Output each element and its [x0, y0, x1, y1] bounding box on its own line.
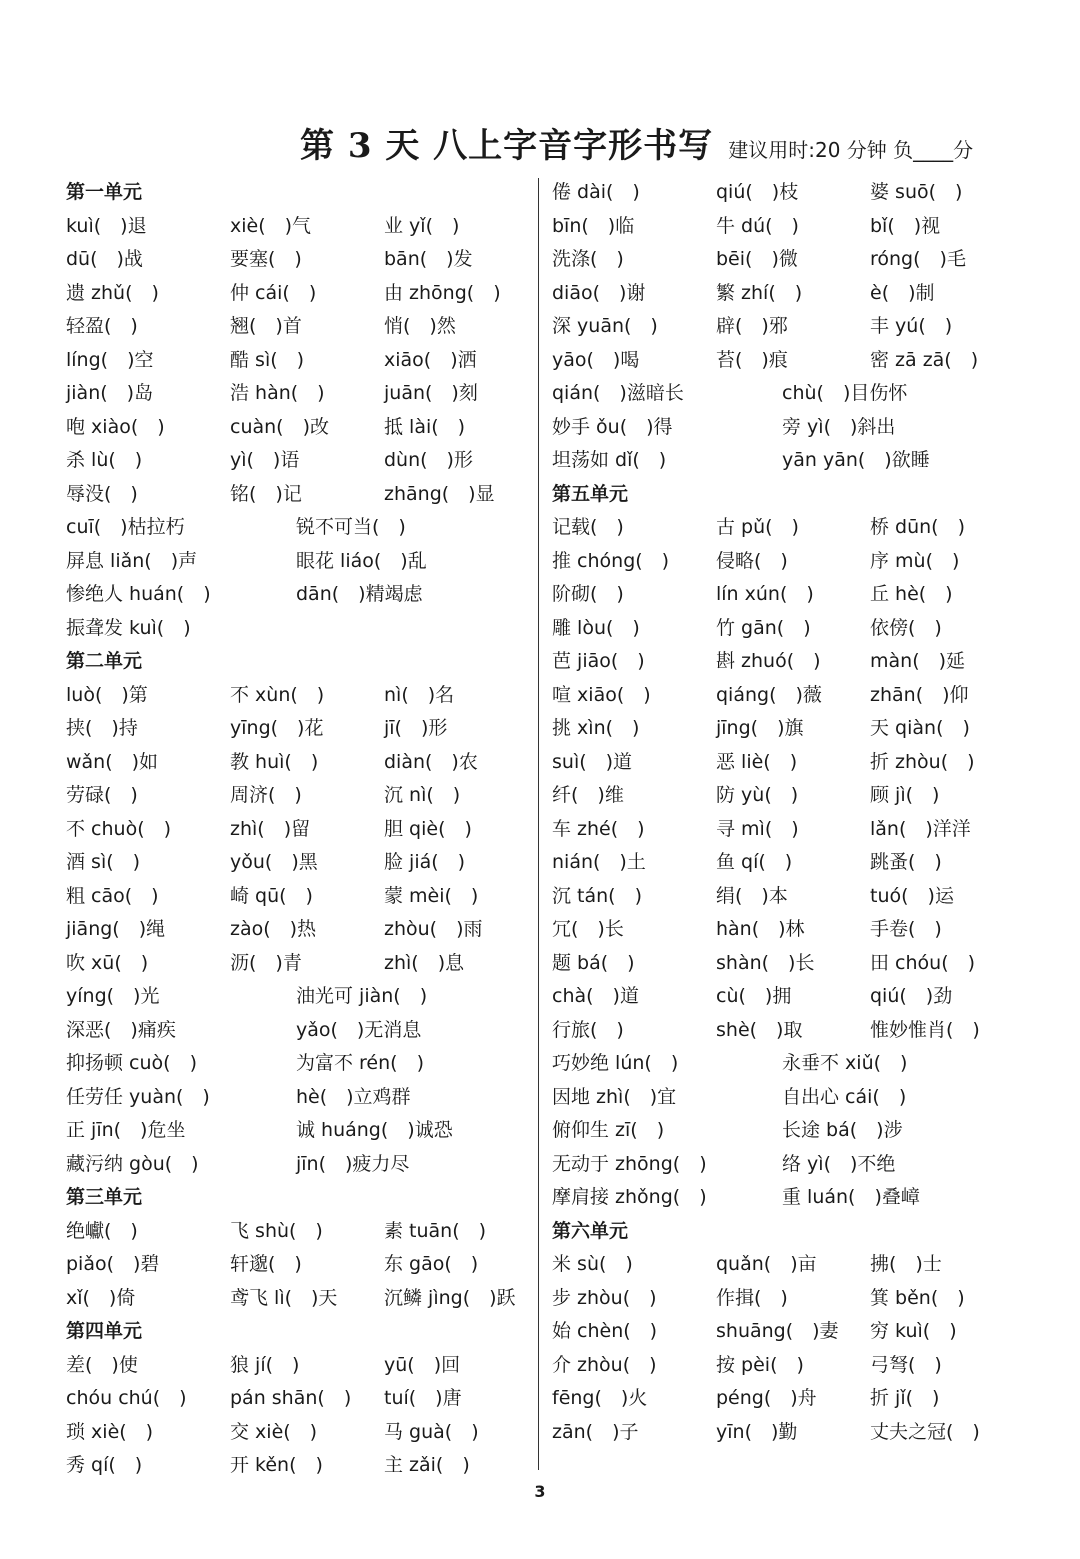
exercise-item: 俯仰生 zī( ) — [552, 1119, 665, 1141]
exercise-row — [66, 344, 528, 378]
exercise-row — [552, 1282, 1032, 1316]
exercise-item: 不 chuò( ) — [66, 817, 172, 840]
exercise-item: 绢( )本 — [716, 884, 788, 907]
exercise-item: 弓弩( ) — [870, 1353, 942, 1376]
exercise-item: 桥 dūn( ) — [870, 516, 966, 538]
exercise-row — [66, 712, 528, 746]
exercise-item: 胆 qiè( ) — [384, 817, 472, 840]
exercise-item: 藏污纳 gòu( ) — [66, 1152, 199, 1175]
page-number: 3 — [534, 1482, 546, 1501]
exercise-item: 手卷( ) — [870, 918, 942, 940]
exercise-item: 正 jīn( )危坐 — [66, 1119, 186, 1141]
exercise-item: 鱼 qí( ) — [716, 851, 793, 873]
exercise-item: 侵略( ) — [716, 549, 788, 572]
exercise-row — [552, 578, 1032, 612]
exercise-item: 牛 dú( ) — [716, 214, 799, 237]
exercise-item: 寻 mì( ) — [716, 817, 799, 840]
exercise-row — [66, 779, 528, 813]
exercise-row — [66, 478, 528, 512]
exercise-item: shè( )取 — [716, 1018, 803, 1041]
exercise-row — [552, 1315, 1032, 1349]
exercise-row — [66, 377, 528, 411]
exercise-item: 秀 qí( ) — [66, 1454, 143, 1476]
exercise-item: yīn( )勤 — [716, 1420, 798, 1443]
exercise-item: 丰 yú( ) — [870, 315, 953, 337]
exercise-item: 粗 cāo( ) — [66, 884, 159, 907]
exercise-item: 依傍( ) — [870, 616, 942, 639]
exercise-item: 推 chóng( ) — [552, 549, 670, 572]
exercise-row — [552, 1416, 1032, 1450]
exercise-item: lǎn( )洋洋 — [870, 817, 971, 840]
exercise-row — [552, 176, 1032, 210]
exercise-item: qiú( )枝 — [716, 181, 799, 203]
exercise-item: 沉 tán( ) — [552, 884, 642, 907]
exercise-item: 跳蚤( ) — [870, 851, 942, 873]
exercise-row — [66, 679, 528, 713]
exercise-item: tuó( )运 — [870, 884, 954, 907]
exercise-item: bān( )发 — [384, 248, 473, 270]
exercise-row — [552, 645, 1032, 679]
exercise-item: diāo( )谢 — [552, 281, 646, 304]
exercise-item: 沥( )青 — [230, 951, 302, 974]
exercise-item: zào( )热 — [230, 918, 317, 940]
exercise-row — [66, 578, 528, 612]
exercise-row — [66, 846, 528, 880]
exercise-item: 冗( )长 — [552, 918, 624, 940]
exercise-row — [66, 880, 528, 914]
exercise-item: 因地 zhì( )宜 — [552, 1085, 677, 1108]
exercise-item: 抑扬顿 cuò( ) — [66, 1052, 197, 1074]
exercise-item: fēng( )火 — [552, 1387, 648, 1409]
exercise-row — [552, 511, 1032, 545]
exercise-item: 田 chóu( ) — [870, 951, 976, 974]
exercise-item: 任劳任 yuàn( ) — [66, 1085, 210, 1108]
exercise-item: pán shān( ) — [230, 1387, 352, 1409]
exercise-item: 恶 liè( ) — [716, 750, 798, 773]
exercise-item: 飞 shù( ) — [230, 1219, 323, 1242]
exercise-row — [66, 411, 528, 445]
exercise-item: 杀 lù( ) — [66, 449, 143, 471]
exercise-item: 要塞( ) — [230, 248, 302, 270]
exercise-row — [552, 947, 1032, 981]
exercise-item: 周济( ) — [230, 784, 302, 806]
exercise-item: péng( )舟 — [716, 1387, 817, 1409]
exercise-item: nián( )土 — [552, 851, 646, 873]
exercise-item: 不 xùn( ) — [230, 683, 325, 706]
exercise-row — [552, 444, 1032, 478]
exercise-row — [552, 779, 1032, 813]
exercise-item: 繁 zhí( ) — [716, 281, 803, 304]
exercise-item: 为富不 rén( ) — [296, 1052, 424, 1074]
exercise-item: cuī( )枯拉朽 — [66, 516, 185, 538]
exercise-item: 婆 suō( ) — [870, 181, 963, 203]
exercise-row — [66, 813, 528, 847]
exercise-item: 沉 nì( ) — [384, 784, 461, 806]
exercise-row — [66, 612, 528, 646]
exercise-row — [66, 1148, 528, 1182]
exercise-item: 惨绝人 huán( ) — [66, 583, 211, 605]
exercise-item: 深 yuān( ) — [552, 315, 658, 337]
exercise-item: 吹 xū( ) — [66, 951, 149, 974]
exercise-item: bǐ( )视 — [870, 214, 941, 237]
exercise-item: 芭 jiāo( ) — [552, 650, 645, 672]
exercise-item: yān yān( )欲睡 — [782, 449, 930, 471]
exercise-item: 自出心 cái( ) — [782, 1085, 907, 1108]
exercise-item: è( )制 — [870, 281, 935, 304]
exercise-item: 作揖( ) — [716, 1286, 788, 1309]
unit-title: 第四单元 — [66, 1320, 143, 1342]
exercise-item: suì( )道 — [552, 750, 633, 773]
exercise-item: 琐 xiè( ) — [66, 1420, 154, 1443]
exercise-item: 丘 hè( ) — [870, 583, 953, 605]
exercise-item: 辱没( ) — [66, 482, 138, 505]
exercise-row — [552, 1349, 1032, 1383]
exercise-row — [66, 980, 528, 1014]
exercise-item: chóu chú( ) — [66, 1387, 187, 1409]
exercise-item: jīng( )旗 — [716, 717, 804, 739]
exercise-item: 苔( )痕 — [716, 348, 788, 371]
exercise-item: róng( )毛 — [870, 248, 966, 270]
exercise-row — [552, 344, 1032, 378]
exercise-item: 差( )使 — [66, 1353, 138, 1376]
exercise-row — [552, 1114, 1032, 1148]
exercise-item: 防 yù( ) — [716, 784, 799, 806]
exercise-item: xiè( )气 — [230, 214, 312, 237]
exercise-item: 拂( )士 — [870, 1253, 942, 1275]
exercise-item: 洗涤( ) — [552, 248, 624, 270]
exercise-item: 折 jǐ( ) — [870, 1387, 940, 1409]
exercise-row — [552, 1181, 1032, 1215]
exercise-row — [552, 980, 1032, 1014]
exercise-item: 业 yǐ( ) — [384, 214, 460, 237]
exercise-item: qiú( )劲 — [870, 985, 953, 1007]
exercise-row — [552, 1047, 1032, 1081]
exercise-row — [66, 1114, 528, 1148]
exercise-item: hè( )立鸡群 — [296, 1085, 411, 1108]
exercise-item: 折 zhòu( ) — [870, 750, 975, 773]
exercise-item: 无动于 zhōng( ) — [552, 1152, 707, 1175]
exercise-item: dùn( )形 — [384, 449, 473, 471]
exercise-item: 倦 dài( ) — [552, 181, 640, 203]
exercise-item: 振聋发 kuì( ) — [66, 616, 191, 639]
unit-title: 第二单元 — [66, 650, 143, 672]
exercise-row — [66, 1215, 528, 1249]
exercise-item: quǎn( )亩 — [716, 1253, 817, 1275]
exercise-item: 按 pèi( ) — [716, 1353, 804, 1376]
exercise-item: 马 guà( ) — [384, 1420, 479, 1443]
page-header — [300, 118, 1060, 178]
exercise-item: 辟( )邪 — [716, 315, 788, 337]
exercise-item: 旁 yì( )斜出 — [782, 415, 896, 438]
page-title: 第 3 天 八上字音字形书写 — [300, 126, 714, 166]
exercise-item: 轩邈( ) — [230, 1253, 302, 1275]
exercise-item: nì( )名 — [384, 683, 455, 706]
exercise-item: 深恶( )痛疾 — [66, 1018, 176, 1041]
exercise-row — [66, 545, 528, 579]
exercise-row — [552, 913, 1032, 947]
exercise-item: 主 zǎi( ) — [384, 1454, 470, 1476]
exercise-row — [552, 243, 1032, 277]
exercise-item: zhì( )留 — [230, 817, 311, 840]
exercise-item: jiāng( )绳 — [66, 918, 166, 940]
exercise-row — [66, 1282, 528, 1316]
exercise-row — [66, 1449, 528, 1483]
exercise-item: xǐ( )倚 — [66, 1286, 136, 1309]
exercise-item: 挑 xìn( ) — [552, 717, 640, 739]
exercise-item: 始 chèn( ) — [552, 1320, 658, 1342]
exercise-item: 雕 lòu( ) — [552, 616, 640, 639]
exercise-item: 重 luán( )叠嶂 — [782, 1186, 920, 1208]
exercise-row — [552, 846, 1032, 880]
exercise-item: 铭( )记 — [230, 482, 302, 505]
exercise-item: zhì( )息 — [384, 951, 465, 974]
exercise-item: 序 mù( ) — [870, 549, 960, 572]
exercise-row — [552, 277, 1032, 311]
exercise-item: 古 pǔ( ) — [716, 516, 799, 538]
exercise-row — [552, 310, 1032, 344]
exercise-row — [66, 1081, 528, 1115]
exercise-item: 绝巘( ) — [66, 1219, 138, 1242]
exercise-item: 纤( )维 — [552, 784, 624, 806]
exercise-item: 巧妙绝 lún( ) — [552, 1052, 679, 1074]
unit-title: 第五单元 — [552, 482, 629, 505]
exercise-item: 记载( ) — [552, 516, 624, 538]
right-column — [552, 176, 1032, 1449]
exercise-row — [552, 612, 1032, 646]
exercise-item: cù( )拥 — [716, 985, 792, 1007]
exercise-item: 眼花 liáo( )乱 — [296, 549, 427, 572]
exercise-item: màn( )延 — [870, 650, 966, 672]
exercise-row — [66, 746, 528, 780]
exercise-row — [66, 444, 528, 478]
exercise-item: hàn( )林 — [716, 918, 805, 940]
exercise-item: líng( )空 — [66, 348, 154, 371]
exercise-item: 丈夫之冠( ) — [870, 1420, 980, 1443]
exercise-row — [552, 1382, 1032, 1416]
exercise-item: 东 gāo( ) — [384, 1253, 479, 1275]
exercise-row — [552, 411, 1032, 445]
exercise-row — [552, 880, 1032, 914]
exercise-item: 劳碌( ) — [66, 784, 138, 806]
exercise-item: 由 zhōng( ) — [384, 281, 501, 304]
exercise-item: jī( )形 — [384, 717, 448, 739]
exercise-item: cuàn( )改 — [230, 415, 329, 438]
exercise-item: 天 qiàn( ) — [870, 717, 970, 739]
exercise-item: 教 huì( ) — [230, 750, 319, 773]
exercise-row — [66, 913, 528, 947]
exercise-item: shuāng( )妻 — [716, 1320, 839, 1342]
exercise-item: 狼 jí( ) — [230, 1353, 300, 1376]
exercise-item: 油光可 jiàn( ) — [296, 985, 428, 1007]
exercise-item: wǎn( )如 — [66, 750, 159, 773]
unit-title: 第一单元 — [66, 181, 143, 203]
exercise-item: 行旅( ) — [552, 1018, 624, 1041]
exercise-item: yū( )回 — [384, 1353, 461, 1376]
exercise-row — [552, 746, 1032, 780]
exercise-item: 脸 jiá( ) — [384, 851, 466, 873]
exercise-item: 酒 sì( ) — [66, 851, 141, 873]
exercise-item: zhāng( )显 — [384, 482, 495, 505]
exercise-item: piǎo( )碧 — [66, 1253, 160, 1275]
exercise-item: 竹 gān( ) — [716, 616, 811, 639]
exercise-item: 妙手 ǒu( )得 — [552, 415, 673, 438]
left-column — [66, 176, 528, 1483]
exercise-row — [552, 813, 1032, 847]
exercise-item: 永垂不 xiǔ( ) — [782, 1052, 908, 1074]
exercise-item: chù( )目伤怀 — [782, 382, 908, 404]
exercise-item: yāo( )喝 — [552, 348, 640, 371]
exercise-item: 遗 zhǔ( ) — [66, 281, 159, 304]
exercise-item: 开 kěn( ) — [230, 1454, 323, 1476]
exercise-item: 密 zā zā( ) — [870, 348, 979, 371]
exercise-item: yīng( )花 — [230, 717, 324, 739]
exercise-item: 咆 xiào( ) — [66, 415, 165, 438]
exercise-row — [552, 1248, 1032, 1282]
exercise-row — [552, 1014, 1032, 1048]
exercise-row — [66, 1014, 528, 1048]
exercise-item: 长途 bá( )涉 — [782, 1119, 903, 1141]
exercise-item: 题 bá( ) — [552, 951, 635, 974]
unit-title: 第六单元 — [552, 1219, 629, 1242]
exercise-item: 箕 běn( ) — [870, 1286, 965, 1309]
exercise-item: yì( )语 — [230, 449, 300, 471]
exercise-item: 米 sù( ) — [552, 1253, 633, 1275]
unit-title: 第三单元 — [66, 1186, 143, 1208]
exercise-item: chà( )道 — [552, 985, 639, 1007]
exercise-item: yǒu( )黑 — [230, 851, 318, 873]
exercise-item: kuì( )退 — [66, 214, 147, 237]
exercise-item: 摩肩接 zhǒng( ) — [552, 1186, 707, 1208]
exercise-row — [66, 310, 528, 344]
exercise-item: 穷 kuì( ) — [870, 1320, 957, 1342]
exercise-item: luò( )第 — [66, 683, 148, 706]
exercise-item: yíng( )光 — [66, 985, 160, 1007]
exercise-item: diàn( )农 — [384, 750, 478, 773]
exercise-row — [66, 1382, 528, 1416]
exercise-item: 鸢飞 lì( )天 — [230, 1286, 338, 1309]
exercise-row — [66, 210, 528, 244]
exercise-item: 仲 cái( ) — [230, 281, 317, 304]
exercise-item: lín xún( ) — [716, 583, 814, 605]
exercise-item: xiāo( )洒 — [384, 348, 477, 371]
exercise-item: tuí( )唐 — [384, 1387, 462, 1409]
exercise-item: bēi( )微 — [716, 248, 798, 270]
exercise-item: 悄( )然 — [384, 315, 456, 337]
exercise-item: 坦荡如 dǐ( ) — [552, 449, 667, 471]
exercise-item: 车 zhé( ) — [552, 817, 645, 840]
exercise-item: 顾 jì( ) — [870, 784, 940, 806]
exercise-item: 酷 sì( ) — [230, 348, 305, 371]
exercise-item: zhòu( )雨 — [384, 918, 483, 940]
exercise-row — [66, 1349, 528, 1383]
exercise-row — [552, 1148, 1032, 1182]
exercise-row — [66, 277, 528, 311]
exercise-row — [552, 545, 1032, 579]
exercise-item: 锐不可当( ) — [296, 516, 406, 538]
exercise-row — [66, 511, 528, 545]
exercise-item: qián( )滋暗长 — [552, 382, 684, 404]
exercise-item: 翘( )首 — [230, 315, 302, 337]
page-subtitle: 建议用时:20 分钟 负____分 — [728, 138, 974, 162]
exercise-item: 阶砌( ) — [552, 583, 624, 605]
exercise-item: 介 zhòu( ) — [552, 1353, 657, 1376]
exercise-item: 浩 hàn( ) — [230, 382, 325, 404]
exercise-row — [66, 947, 528, 981]
exercise-item: qiáng( )薇 — [716, 683, 822, 706]
exercise-row — [552, 210, 1032, 244]
exercise-item: 崎 qū( ) — [230, 884, 313, 907]
exercise-item: dān( )精竭虑 — [296, 583, 423, 605]
exercise-item: 惟妙惟肖( ) — [870, 1018, 980, 1041]
exercise-row — [66, 1416, 528, 1450]
exercise-row — [552, 679, 1032, 713]
exercise-item: 络 yì( )不绝 — [782, 1152, 896, 1175]
column-divider — [538, 178, 539, 1470]
exercise-item: 交 xiè( ) — [230, 1420, 318, 1443]
exercise-item: zhān( )仰 — [870, 683, 969, 706]
exercise-item: 沉鳞 jìng( )跃 — [384, 1286, 516, 1309]
exercise-row — [66, 1047, 528, 1081]
exercise-item: jiàn( )岛 — [66, 382, 154, 404]
exercise-row — [552, 1081, 1032, 1115]
exercise-item: bīn( )临 — [552, 214, 635, 237]
exercise-item: 步 zhòu( ) — [552, 1286, 657, 1309]
exercise-row — [66, 243, 528, 277]
exercise-row — [552, 712, 1032, 746]
exercise-item: shàn( )长 — [716, 951, 815, 974]
exercise-row — [552, 377, 1032, 411]
exercise-item: 轻盈( ) — [66, 315, 138, 337]
exercise-item: 喧 xiāo( ) — [552, 683, 651, 706]
exercise-item: 斟 zhuó( ) — [716, 650, 821, 672]
exercise-item: 素 tuān( ) — [384, 1219, 487, 1242]
exercise-item: 诚 huáng( )诚恐 — [296, 1119, 453, 1141]
exercise-item: 蒙 mèi( ) — [384, 884, 479, 907]
exercise-item: 屏息 liǎn( )声 — [66, 549, 198, 572]
exercise-item: jīn( )疲力尽 — [296, 1152, 410, 1175]
exercise-item: dū( )战 — [66, 248, 143, 270]
exercise-item: 抵 lài( ) — [384, 415, 466, 438]
exercise-item: 挟( )持 — [66, 717, 138, 739]
exercise-item: zān( )子 — [552, 1420, 639, 1443]
exercise-item: yǎo( )无消息 — [296, 1018, 422, 1041]
exercise-row — [66, 1248, 528, 1282]
exercise-item: juān( )刻 — [384, 382, 478, 404]
